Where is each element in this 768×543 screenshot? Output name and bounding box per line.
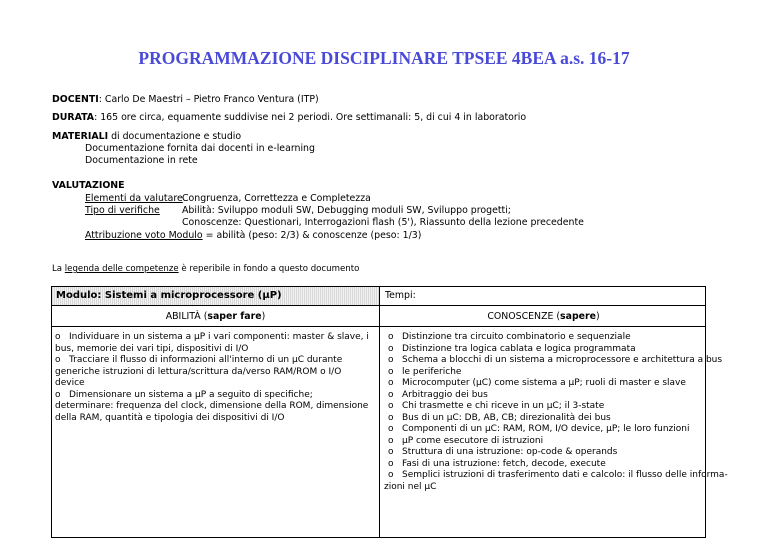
- elementi-label: Elementi da valutare: [85, 193, 183, 204]
- abilita-list: [55, 332, 373, 424]
- docenti-label: DOCENTI: [52, 94, 99, 105]
- list-item: o Fasi di una istruzione: fetch, decode, execute: [388, 458, 606, 469]
- materiali-item: Documentazione fornita dai docenti in e-learning: [85, 143, 315, 154]
- bullet-icon: o: [388, 412, 394, 423]
- bullet-icon: o: [388, 332, 394, 342]
- bullet-icon: o: [55, 332, 61, 342]
- list-item: o Microcomputer (µC) come sistema a µP; ruoli di master e slave: [388, 378, 686, 388]
- voto-value: = abilità (peso: 2/3) & conoscenze (peso: 1/3): [202, 230, 422, 241]
- row-divider: [52, 326, 705, 327]
- list-item: o µP come esecutore di istruzioni: [388, 435, 544, 446]
- list-item: o Dimensionare un sistema a µP a seguito di specifiche; determinare: frequenza del clock, dimensione della ROM, dimensione della RAM, quantità e tipologia dei dispositivi di I/O: [55, 389, 369, 423]
- voto-line: [85, 230, 421, 242]
- list-item: o Chi trasmette e chi riceve in un µC; il 3-state: [388, 401, 605, 411]
- list-item: o Schema a blocchi di un sistema a microprocessore e architettura a bus: [388, 355, 723, 365]
- abilita-header: ABILITÀ (saper fare): [165, 311, 266, 322]
- legenda-link[interactable]: legenda delle competenze: [64, 264, 179, 274]
- list-item-continuation: zioni nel µC: [384, 481, 437, 492]
- module-title: Modulo: Sistemi a microprocessore (µP): [52, 287, 379, 305]
- elementi-value: Congruenza, Correttezza e Completezza: [182, 193, 371, 204]
- legenda-line: La legenda delle competenze è reperibile in fondo a questo documento: [52, 264, 360, 274]
- bullet-icon: o: [388, 458, 394, 469]
- list-item: o Semplici istruzioni di trasferimento dati e calcolo: il flusso delle informa-: [388, 470, 728, 480]
- conoscenze-list: [384, 332, 728, 493]
- row-divider: [52, 305, 705, 306]
- list-item: o Struttura di una istruzione: op-code & operands: [388, 447, 618, 457]
- bullet-icon: o: [388, 401, 394, 411]
- bullet-icon: o: [388, 366, 394, 377]
- durata-label: DURATA: [52, 112, 95, 123]
- list-item: o Individuare in un sistema a µP i vari componenti: master & slave, i bus, memorie dei vari tipi, dispositivi di I/O: [55, 332, 369, 354]
- list-item: o le periferiche: [388, 366, 462, 377]
- materiali-label: MATERIALI: [52, 131, 109, 142]
- tipo-value-1: Abilità: Sviluppo moduli SW, Debugging moduli SW, Sviluppo progetti;: [182, 205, 511, 216]
- bullet-icon: o: [388, 424, 394, 434]
- bullet-icon: o: [388, 355, 394, 365]
- list-item: o Tracciare il flusso di informazioni all'interno di un µC durante generiche istruzioni di lettura/scrittura da/verso RAM/ROM o I/O device: [55, 355, 343, 388]
- list-item: o Distinzione tra logica cablata e logica programmata: [388, 343, 636, 354]
- bullet-icon: o: [388, 435, 394, 446]
- tempi-label: Tempi:: [385, 290, 416, 301]
- conoscenze-header: CONOSCENZE (sapere): [487, 311, 600, 322]
- bullet-icon: o: [388, 389, 394, 400]
- bullet-icon: o: [388, 343, 394, 354]
- column-divider: [379, 287, 380, 537]
- module-table: [51, 286, 728, 538]
- valutazione-heading: VALUTAZIONE: [52, 180, 125, 191]
- docenti-line: [52, 94, 319, 106]
- page-title: PROGRAMMAZIONE DISCIPLINARE TPSEE 4BEA a.s. 16-17: [138, 48, 630, 68]
- docenti-value: : Carlo De Maestri – Pietro Franco Ventura (ITP): [98, 94, 319, 105]
- bullet-icon: o: [388, 447, 394, 457]
- voto-label: Attribuzione voto Modulo: [85, 230, 203, 241]
- durata-value: : 165 ore circa, equamente suddivise nei 2 periodi. Ore settimanali: 5, di cui 4 in laboratorio: [94, 112, 527, 123]
- materiali-value: di documentazione e studio: [108, 131, 242, 142]
- bullet-icon: o: [388, 470, 394, 480]
- durata-line: [52, 112, 526, 124]
- list-item: o Arbitraggio dei bus: [388, 389, 488, 400]
- list-item: o Distinzione tra circuito combinatorio e sequenziale: [388, 332, 631, 342]
- bullet-icon: o: [388, 378, 394, 388]
- materiali-line: [52, 131, 241, 143]
- elementi-line: [85, 193, 183, 205]
- bullet-icon: o: [55, 389, 61, 400]
- tipo-value-2: Conoscenze: Questionari, Interrogazioni flash (5'), Riassunto della lezione precedente: [182, 217, 584, 228]
- list-item: o Componenti di un µC: RAM, ROM, I/O device, µP; le loro funzioni: [388, 424, 690, 434]
- list-item: o Bus di un µC: DB, AB, CB; direzionalità dei bus: [388, 412, 611, 423]
- bullet-icon: o: [55, 355, 61, 365]
- tipo-label: Tipo di verifiche: [85, 205, 160, 216]
- materiali-item: Documentazione in rete: [85, 155, 198, 166]
